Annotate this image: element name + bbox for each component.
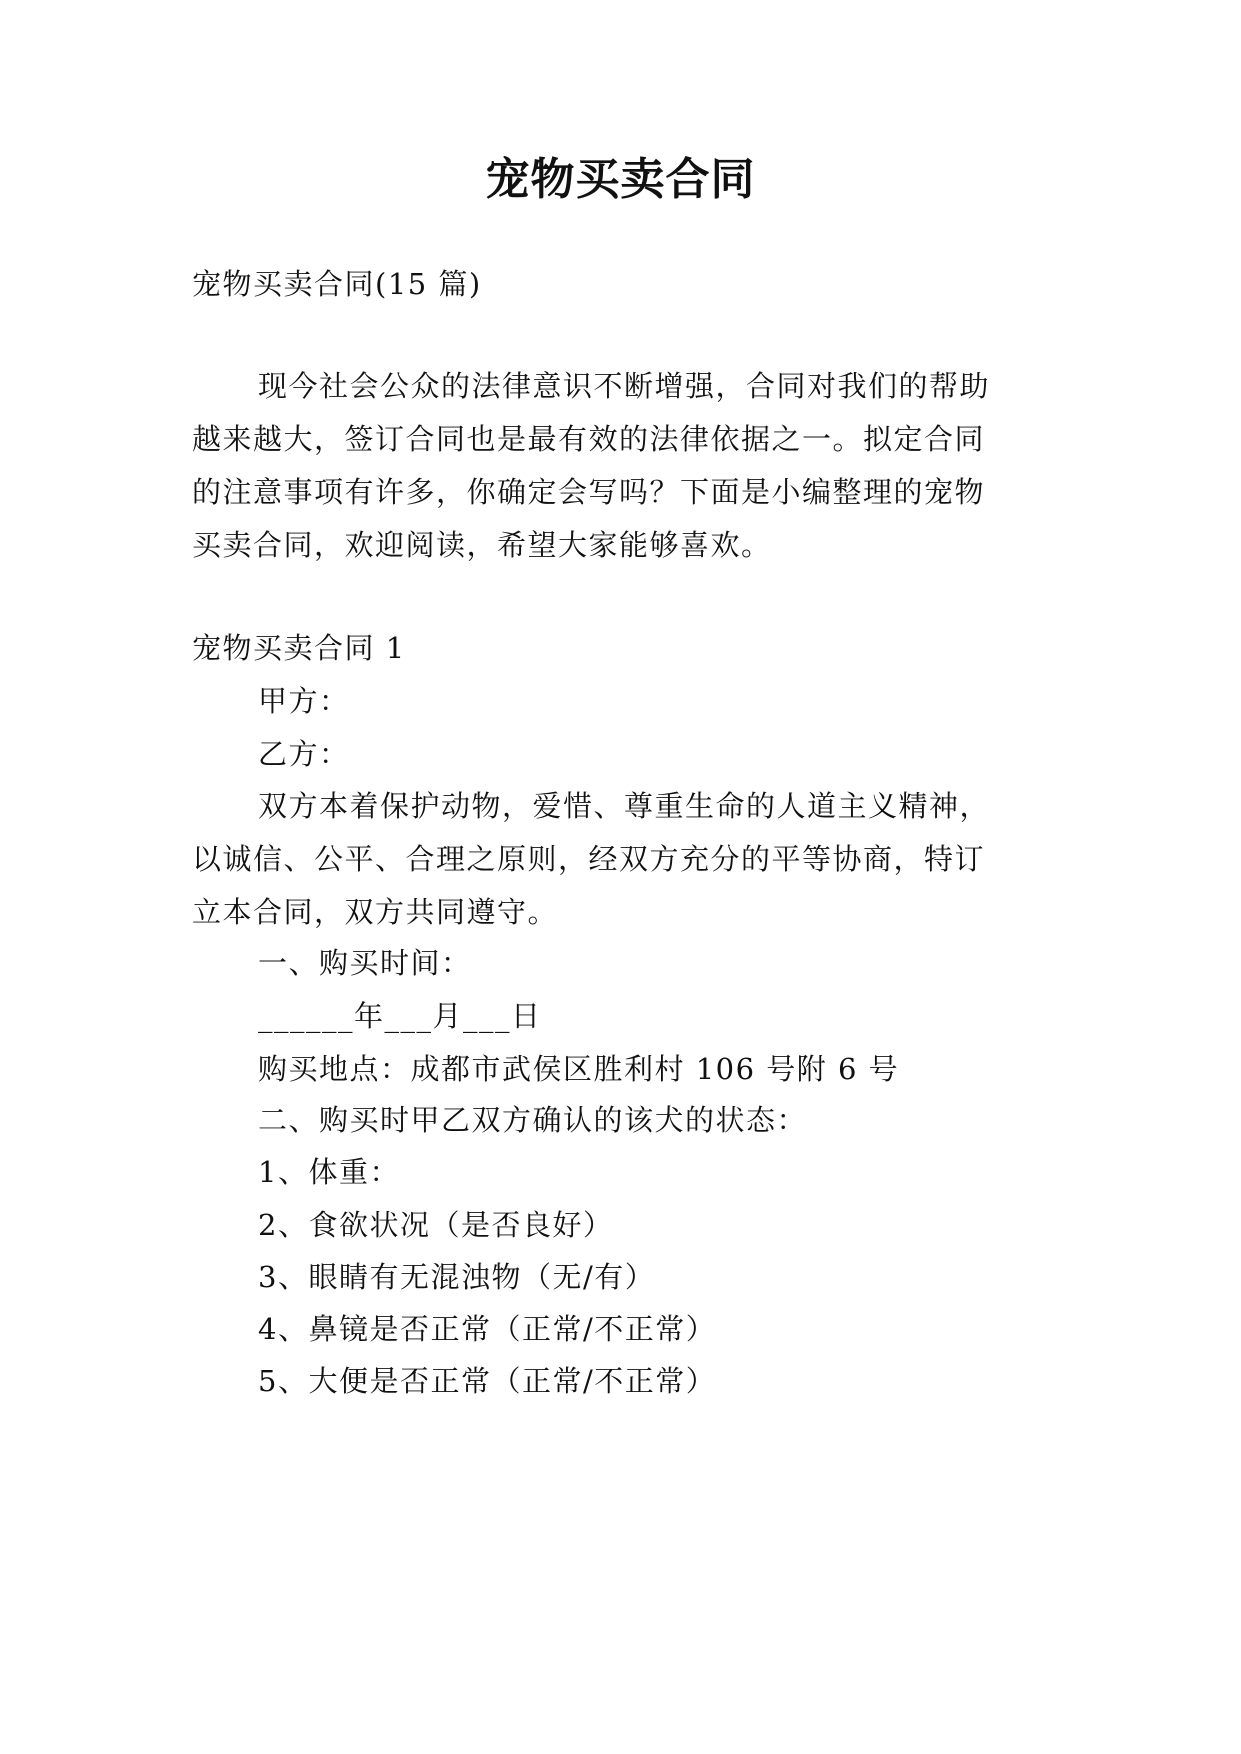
preamble-line-3: 立本合同，双方共同遵守。 [192,895,559,929]
status-item-nose: 4、鼻镜是否正常（正常/不正常） [258,1312,717,1346]
purchase-location: 购买地点：成都市武侯区胜利村 106 号附 6 号 [258,1052,900,1086]
intro-line-1: 现今社会公众的法律意识不断增强，合同对我们的帮助 [258,369,991,403]
intro-line-3: 的注意事项有许多，你确定会写吗？下面是小编整理的宠物 [192,475,986,509]
intro-line-4: 买卖合同，欢迎阅读，希望大家能够喜欢。 [192,528,772,562]
clause-1-heading: 一、购买时间： [258,946,472,980]
status-item-eyes: 3、眼睛有无混浊物（无/有） [258,1260,656,1294]
status-item-appetite: 2、食欲状况（是否良好） [258,1208,614,1242]
status-item-stool: 5、大便是否正常（正常/不正常） [258,1364,717,1398]
date-blank-field: ______年___月___日 [258,999,542,1033]
status-item-weight: 1、体重： [258,1155,400,1189]
clause-2-heading: 二、购买时甲乙双方确认的该犬的状态： [258,1103,808,1137]
intro-line-2: 越来越大，签订合同也是最有效的法律依据之一。拟定合同 [192,422,986,456]
document-title: 宠物买卖合同 [485,154,756,205]
party-b-label: 乙方： [258,737,350,771]
party-a-label: 甲方： [258,684,350,718]
preamble-line-2: 以诚信、公平、合理之原则，经双方充分的平等协商，特订 [192,842,986,876]
preamble-line-1: 双方本着保护动物，爱惜、尊重生命的人道主义精神， [258,789,991,823]
section-heading: 宠物买卖合同 1 [192,631,406,665]
document-subtitle: 宠物买卖合同(15 篇) [192,267,482,301]
